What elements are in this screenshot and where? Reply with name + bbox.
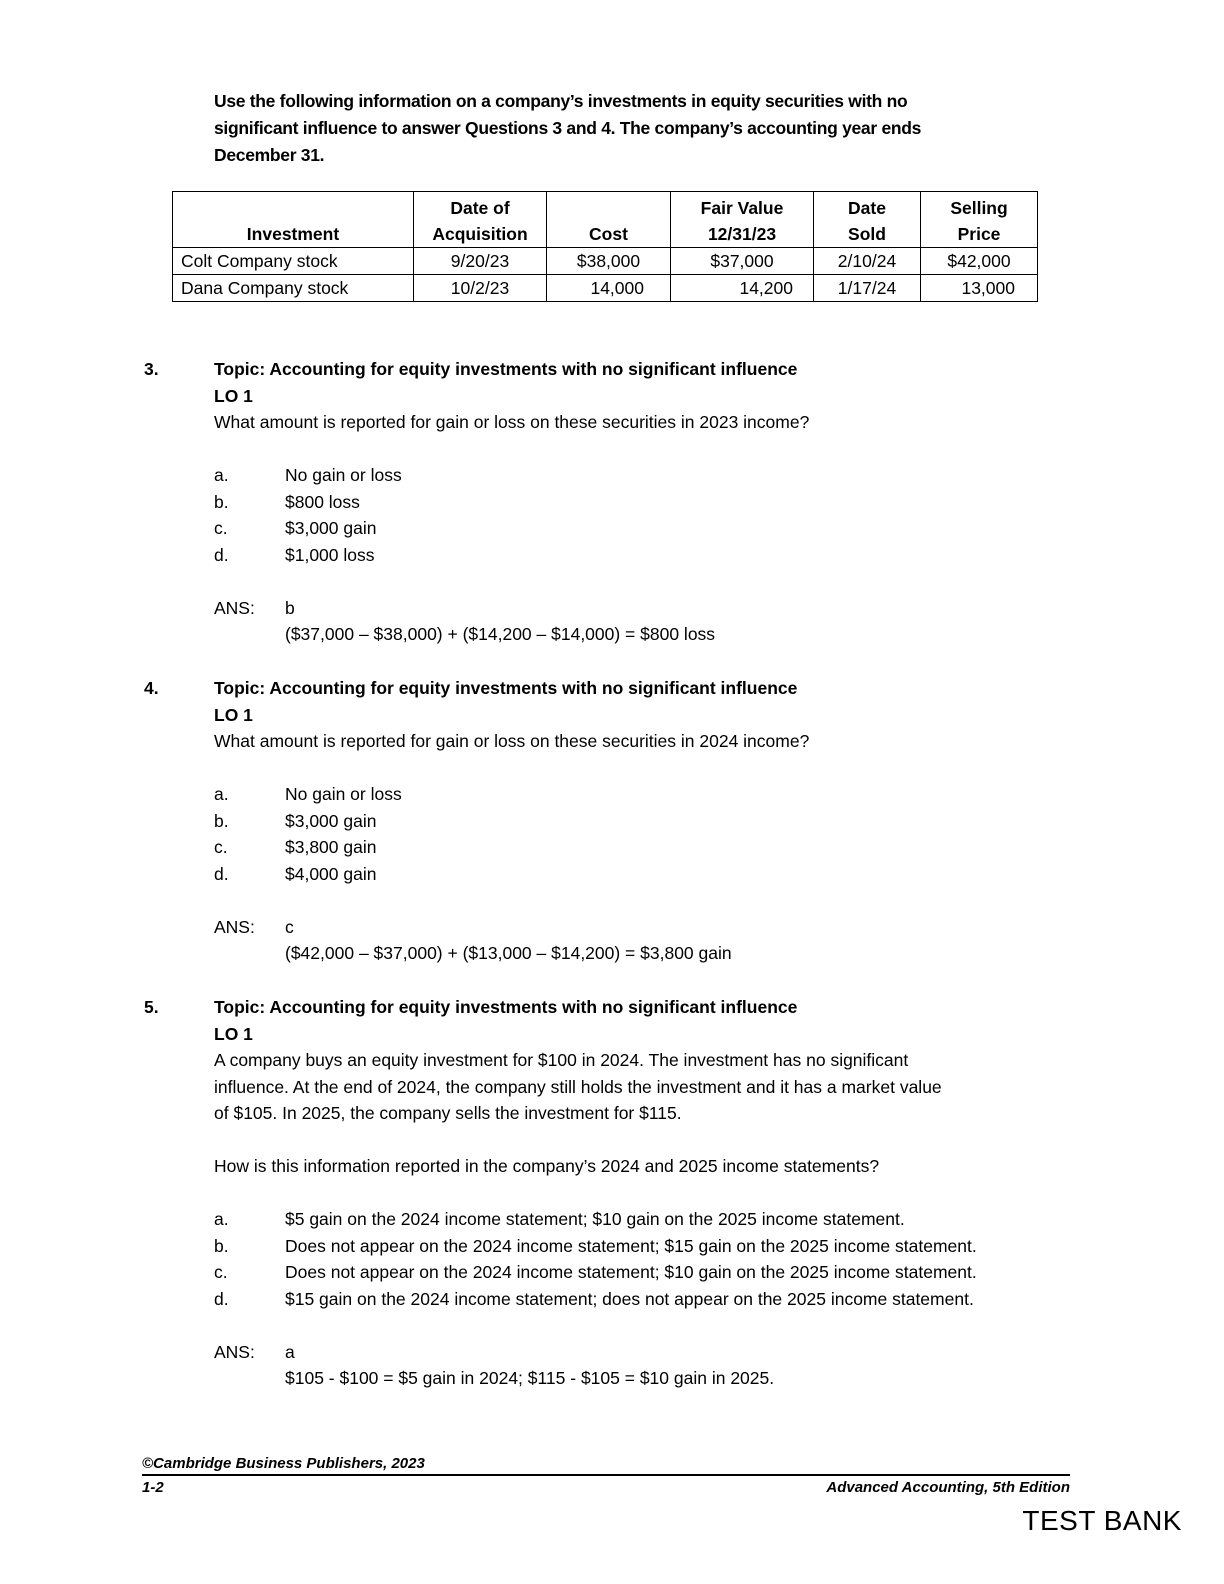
table-cell: 1/17/24 [814,275,921,302]
table-cell: 9/20/23 [414,248,547,275]
footer-divider [142,1474,1070,1476]
table-row [173,275,1038,302]
table-cell: 10/2/23 [414,275,547,302]
question-number: 4. [144,678,159,698]
option-c: c. $3,000 gain [214,518,377,538]
header-fair-value: Fair Value 12/31/23 [671,192,814,248]
option-b: b. $3,000 gain [214,810,377,831]
option-a: a. $5 gain on the 2024 income statement; $10 gain on the 2025 income statement. [214,1209,905,1229]
option-c: c. Does not appear on the 2024 income statement; $10 gain on the 2025 income statement. [214,1262,977,1282]
question-body [214,356,1094,648]
footer-copyright: ©Cambridge Business Publishers, 2023 [142,1455,425,1472]
question-stem: What amount is reported for gain or loss on these securities in 2023 income? [214,412,810,432]
header-selling-price: Selling Price [921,192,1038,248]
question-stem: of $105. In 2025, the company sells the investment for $115. [214,1103,682,1123]
table-cell: 14,200 [671,275,814,302]
question-body [214,675,1094,967]
question-lo: LO 1 [214,704,253,725]
table-row [173,248,1038,275]
intro-line: December 31. [214,145,325,165]
option-a: a. No gain or loss [214,784,402,804]
table-cell: Colt Company stock [173,248,414,275]
intro-line: significant influence to answer Questions 3 and 4. The company’s accounting year ends [214,118,922,138]
table-cell: $37,000 [671,248,814,275]
answer-explanation: $105 - $100 = $5 gain in 2024; $115 - $105 = $10 gain in 2025. [285,1368,775,1388]
question-stem: What amount is reported for gain or loss on these securities in 2024 income? [214,731,810,751]
option-b: b. $800 loss [214,491,360,512]
option-a: a. No gain or loss [214,465,402,485]
answer-line: ANS: a [214,1341,295,1362]
answer-line: ANS: c [214,916,294,937]
question-topic: Topic: Accounting for equity investments with no significant influence [214,359,798,379]
table-cell: 14,000 [547,275,671,302]
option-d: d. $1,000 loss [214,544,375,565]
option-d: d. $15 gain on the 2024 income statement; does not appear on the 2025 income statement. [214,1288,974,1309]
question-topic: Topic: Accounting for equity investments with no significant influence [214,678,798,698]
table-header-row [173,192,1038,248]
option-b: b. Does not appear on the 2024 income statement; $15 gain on the 2025 income statement. [214,1235,977,1256]
question-stem: influence. At the end of 2024, the company still holds the investment and it has a market value [214,1076,942,1097]
investments-table [172,191,1038,302]
table-cell: $42,000 [921,248,1038,275]
question-number: 3. [144,359,159,379]
question-topic: Topic: Accounting for equity investments with no significant influence [214,997,798,1017]
answer-explanation: ($37,000 – $38,000) + ($14,200 – $14,000) = $800 loss [285,624,716,644]
footer-page-number: 1-2 [142,1479,164,1496]
question-lo: LO 1 [214,385,253,406]
option-c: c. $3,800 gain [214,837,377,857]
table-cell: 13,000 [921,275,1038,302]
intro-paragraph [214,88,1044,169]
question-lo: LO 1 [214,1023,253,1044]
intro-line: Use the following information on a company’s investments in equity securities with no [214,91,908,111]
question-stem: How is this information reported in the company’s 2024 and 2025 income statements? [214,1156,880,1176]
answer-explanation: ($42,000 – $37,000) + ($13,000 – $14,200) = $3,800 gain [285,943,732,963]
table-cell: Dana Company stock [173,275,414,302]
footer-book-title: Advanced Accounting, 5th Edition [826,1479,1070,1496]
question-number: 5. [144,997,159,1017]
header-date-sold: Date Sold [814,192,921,248]
header-cost: Cost [547,192,671,248]
header-date-of-acquisition: Date of Acquisition [414,192,547,248]
question-stem: A company buys an equity investment for $100 in 2024. The investment has no significant [214,1050,909,1070]
table-cell: 2/10/24 [814,248,921,275]
header-investment: Investment [173,192,414,248]
test-bank-label: TEST BANK [1022,1505,1182,1536]
option-d: d. $4,000 gain [214,863,377,884]
table-cell: $38,000 [547,248,671,275]
answer-line: ANS: b [214,597,295,618]
question-body [214,994,1094,1392]
